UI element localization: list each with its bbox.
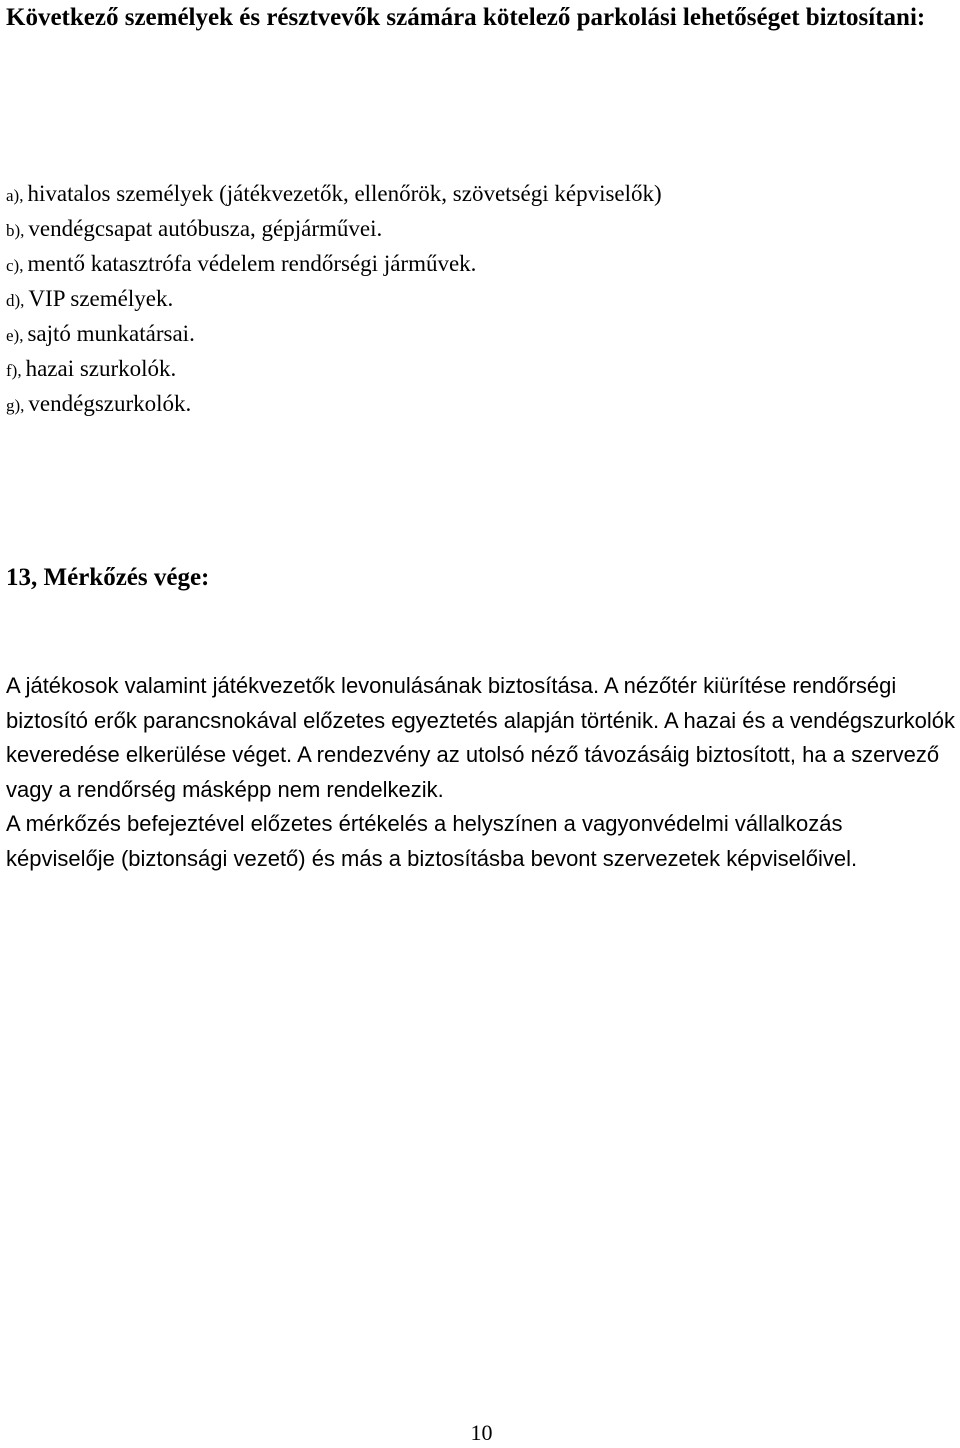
page-number: 10 <box>470 1420 493 1445</box>
list-item-marker: e), <box>6 326 24 345</box>
list-item-marker: b), <box>6 221 25 240</box>
list-item-marker: d), <box>6 291 25 310</box>
list-item-text: VIP személyek. <box>28 286 174 311</box>
list-item-text: hazai szurkolók. <box>25 356 177 381</box>
list-item-text: mentő katasztrófa védelem rendőrségi járművek. <box>27 251 477 276</box>
list-item-marker: c), <box>6 256 24 275</box>
list-item <box>6 386 662 421</box>
parking-list <box>6 176 662 421</box>
paragraph: A játékosok valamint játékvezetők levonulásának biztosítása. A nézőtér kiürítése rendőrségi biztosító erők parancsnokával előzetes egyeztetés alapján történik. A hazai és a vendégszurkolók keveredése elkerülése véget. A rendezvény az utolsó néző távozásáig biztosított, ha a szervező vagy a rendőrség másképp nem rendelkezik. <box>6 673 956 802</box>
section-heading: 13, Mérkőzés vége: <box>6 564 210 591</box>
list-item <box>6 351 662 386</box>
paragraph: A mérkőzés befejeztével előzetes értékelés a helyszínen a vagyonvédelmi vállalkozás képviselője (biztonsági vezető) és más a biztosításba bevont szervezetek képviselőivel. <box>6 811 858 871</box>
list-item-text: vendégcsapat autóbusza, gépjárművei. <box>28 216 383 241</box>
list-item <box>6 211 662 246</box>
section-body <box>6 669 956 876</box>
list-item-marker: g), <box>6 396 25 415</box>
list-item-text: vendégszurkolók. <box>28 391 192 416</box>
list-item-text: hivatalos személyek (játékvezetők, ellenőrök, szövetségi képviselők) <box>27 181 662 206</box>
list-item-text: sajtó munkatársai. <box>27 321 195 346</box>
page-heading: Következő személyek és résztvevők számára kötelező parkolási lehetőséget biztosítani: <box>6 4 926 31</box>
list-item <box>6 281 662 316</box>
list-item <box>6 316 662 351</box>
list-item-marker: f), <box>6 361 22 380</box>
list-item <box>6 176 662 211</box>
list-item <box>6 246 662 281</box>
list-item-marker: a), <box>6 186 24 205</box>
